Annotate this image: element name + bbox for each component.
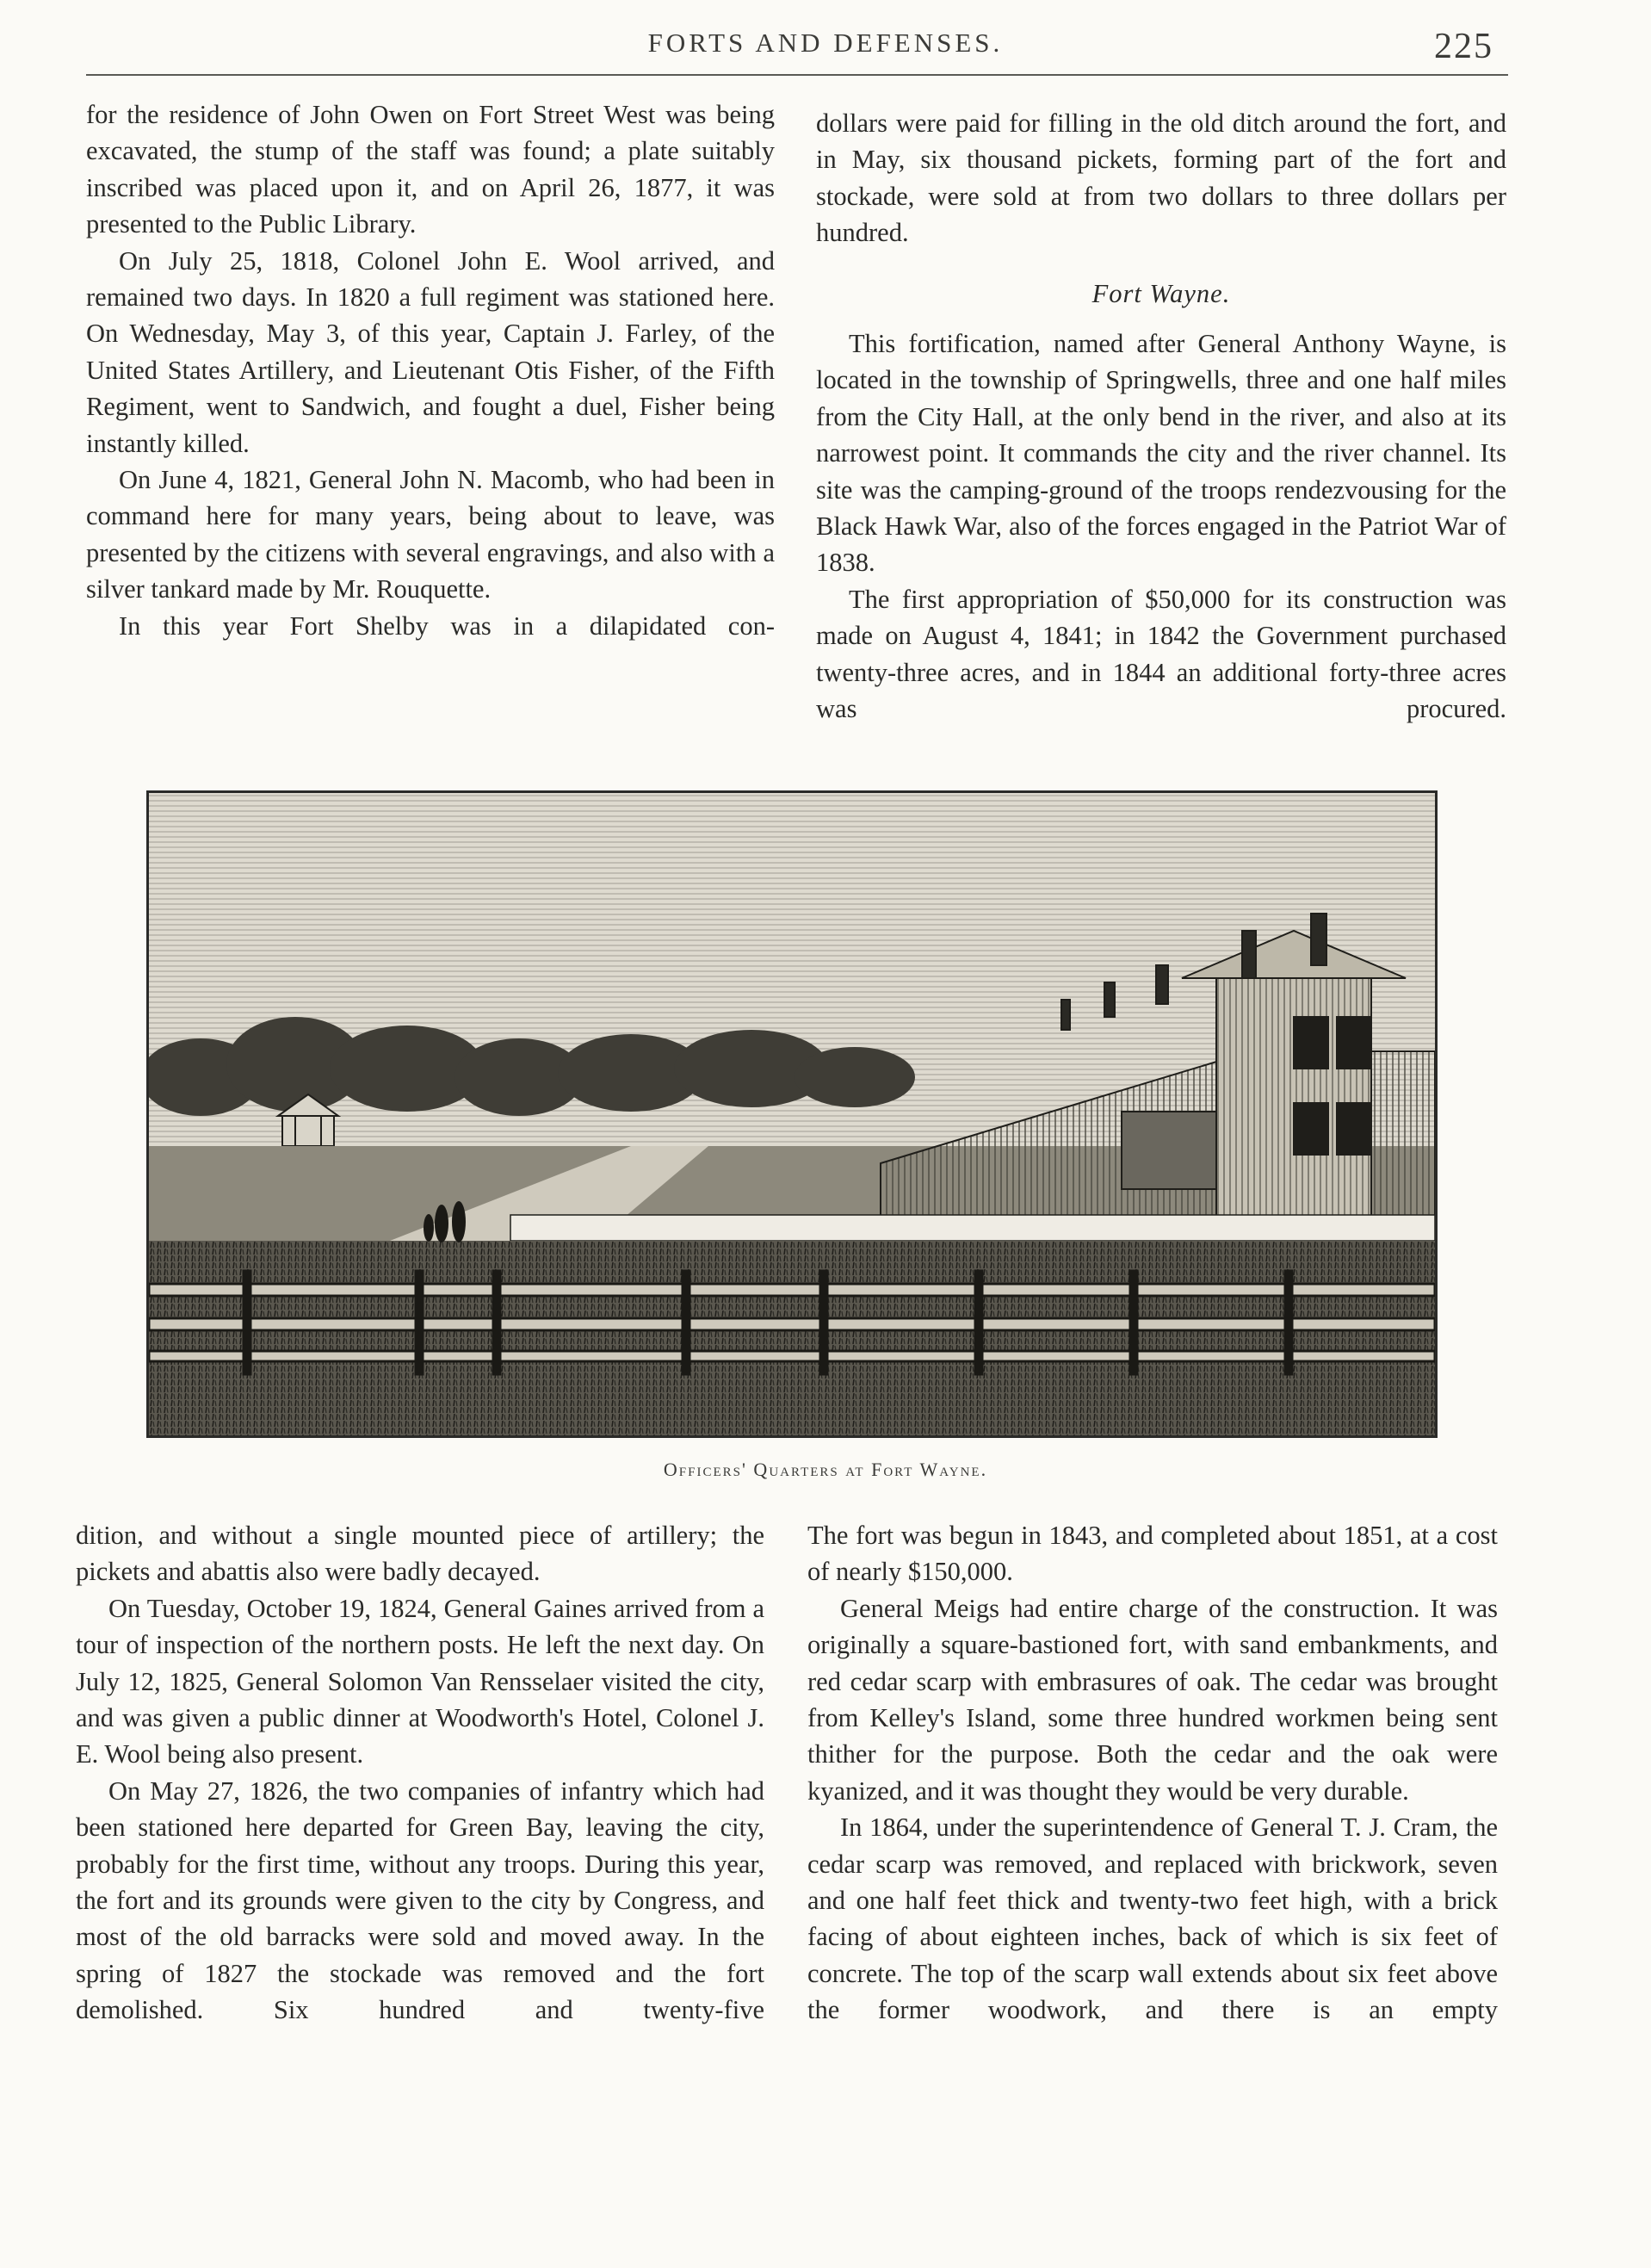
figure-caption: Officers' Quarters at Fort Wayne.	[663, 1459, 988, 1480]
column-bottom-right	[807, 1517, 1498, 2029]
paragraph: On Tuesday, October 19, 1824, General Gaines arrived from a tour of inspection of the northern posts. He left the next day. On July 12, 1825, General Solomon Van Rensselaer visited the city, and was given a public dinner at Woodworth's Hotel, Colonel J. E. Wool being also present.	[76, 1593, 764, 1769]
paragraph: In 1864, under the superintendence of General T. J. Cram, the cedar scarp was removed, and replaced with brickwork, seven and one half feet thick and twenty-two feet high, with a brick facing of about eighteen inches, back of which is six feet of concrete. The top of the scarp wall extends about six feet above the former woodwork, and there is an empty	[807, 1813, 1498, 2025]
paragraph: dollars were paid for filling in the old ditch around the fort, and in May, six thousand pickets, forming part of the fort and stockade, were sold at from two dollars to three dollars per hundred.	[816, 108, 1506, 248]
engraving-officers-quarters	[146, 790, 1438, 1438]
paragraph: This fortification, named after General Anthony Wayne, is located in the township of Springwells, three and one half miles from the City Hall, at the only bend in the river, and also at its narrowest point. It commands the city and the river channel. Its site was the camping-ground of the troops rendezvousing for the Black Hawk War, also of the forces engaged in the Patriot War of 1838.	[816, 329, 1506, 578]
column-top-left	[86, 96, 775, 644]
column-bottom-left	[76, 1517, 764, 2029]
section-heading: Fort Wayne.	[1091, 278, 1231, 308]
header-rule	[86, 74, 1508, 76]
running-header-title: FORTS AND DEFENSES.	[647, 28, 1004, 58]
paragraph: for the residence of John Owen on Fort Street West was being excavated, the stump of the staff was found; a plate suitably inscribed was placed upon it, and on April 26, 1877, it was presented to the Public Library.	[86, 100, 775, 239]
paragraph: The fort was begun in 1843, and completed about 1851, at a cost of nearly $150,000.	[807, 1521, 1498, 1587]
paragraph: The first appropriation of $50,000 for its construction was made on August 4, 1841; in 1842 the Government purchased twenty-three acres, and in 1844 an additional forty-three acres was procured.	[816, 584, 1506, 724]
column-top-right	[816, 105, 1506, 728]
paragraph: dition, and without a single mounted piece of artillery; the pickets and abattis also were badly decayed.	[76, 1521, 764, 1587]
paragraph: On June 4, 1821, General John N. Macomb, who had been in command here for many years, being about to leave, was presented by the citizens with several engravings, and also with a silver tankard made by Mr. Rouquette.	[86, 465, 775, 604]
paragraph: In this year Fort Shelby was in a dilapidated con-	[119, 610, 775, 641]
page-number: 225	[1434, 27, 1493, 66]
paragraph: On July 25, 1818, Colonel John E. Wool arrived, and remained two days. In 1820 a full regiment was stationed here. On Wednesday, May 3, of this year, Captain J. Farley, of the United States Artillery, and Lieutenant Otis Fisher, of the Fifth Regiment, went to Sandwich, and fought a duel, Fisher being instantly killed.	[86, 245, 775, 458]
paragraph: On May 27, 1826, the two companies of infantry which had been stationed here departed for Green Bay, leaving the city, probably for the first time, without any troops. During this year, the fort and its grounds were given to the city by Congress, and most of the old barracks were sold and moved away. In the spring of 1827 the stockade was removed and the fort demolished. Six hundred and twenty-five	[76, 1775, 764, 2025]
paragraph: General Meigs had entire charge of the construction. It was originally a square-bastioned fort, with sand embankments, and red cedar scarp with embrasures of oak. The cedar was brought from Kelley's Island, some three hundred workmen being sent thither for the purpose. Both the cedar and the oak were kyanized, and it was thought they would be very durable.	[807, 1593, 1498, 1806]
